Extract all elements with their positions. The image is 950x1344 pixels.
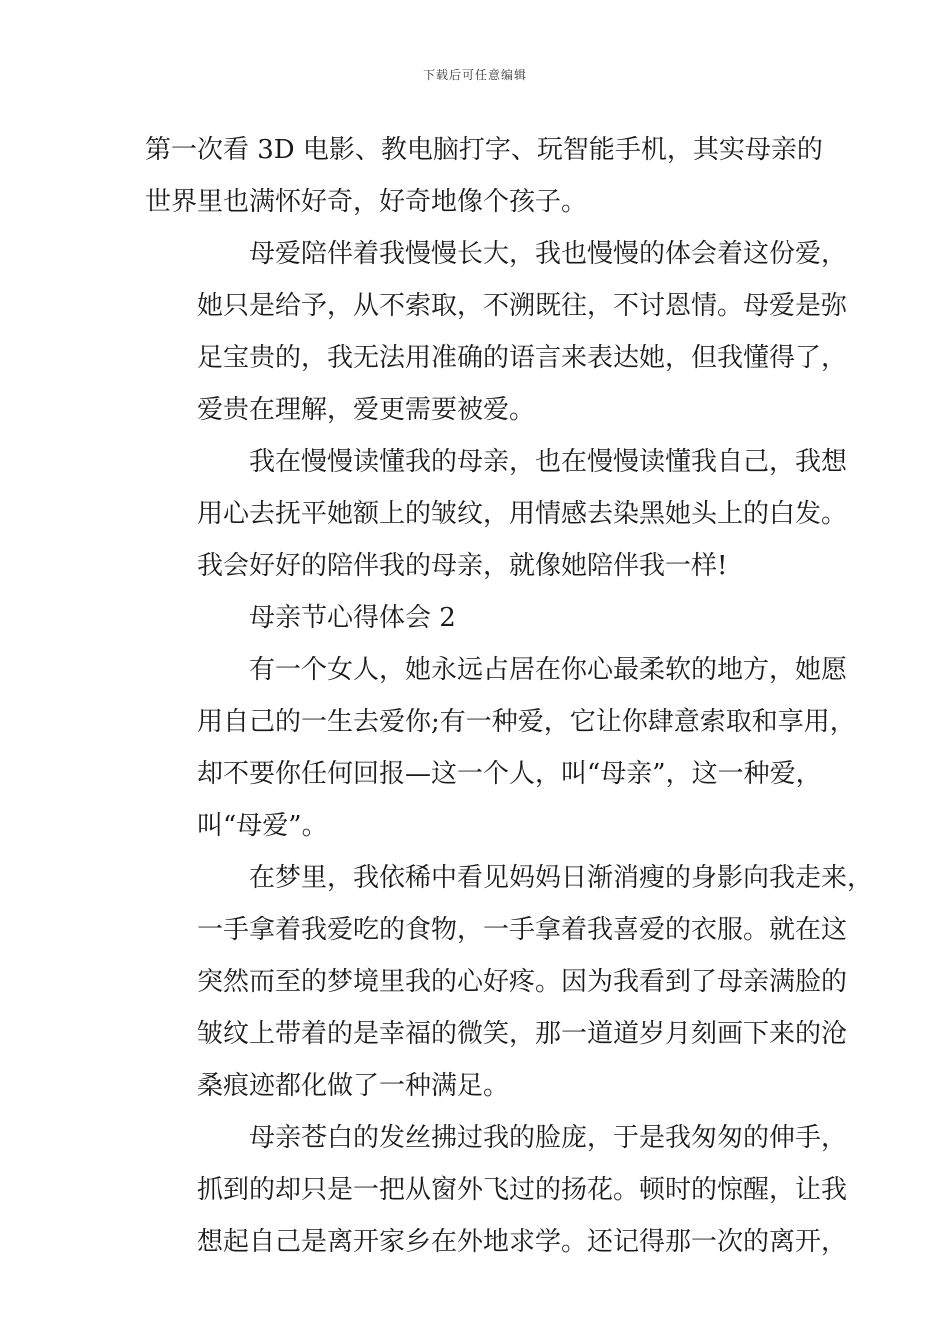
paragraph [145, 124, 825, 228]
text-line: 桑痕迹都化做了一种满足。 [197, 1071, 510, 1101]
text-line: 第一次看 3D 电影、教电脑打字、玩智能手机，其实母亲的 [145, 135, 823, 165]
text-line: 母亲苍白的发丝拂过我的脸庞，于是我匆匆的伸手， [249, 1123, 848, 1153]
paragraph [145, 644, 856, 852]
text-line: 突然而至的梦境里我的心好疼。因为我看到了母亲满脸的 [197, 967, 848, 997]
paragraph [145, 852, 874, 1112]
text-line: 想起自己是离开家乡在外地求学。还记得那一次的离开， [197, 1227, 848, 1257]
text-line: 却不要你任何回报—这一个人，叫“母亲”，这一种爱， [197, 759, 822, 789]
text-line: 用自己的一生去爱你;有一种爱，它让你肆意索取和享用， [197, 707, 856, 737]
text-line: 皱纹上带着的是幸福的微笑，那一道道岁月刻画下来的沧 [197, 1019, 848, 1049]
document-body [145, 124, 874, 1268]
text-line: 在梦里，我依稀中看见妈妈日渐消瘦的身影向我走来， [249, 863, 874, 893]
text-line: 叫“母爱”。 [197, 811, 328, 841]
paragraph [145, 228, 848, 436]
text-line: 她只是给予，从不索取，不溯既往，不讨恩情。母爱是弥 [197, 291, 848, 321]
section-heading [145, 592, 825, 644]
paragraph [145, 436, 848, 592]
text-line: 我在慢慢读懂我的母亲，也在慢慢读懂我自己，我想 [249, 447, 848, 477]
text-line: 世界里也满怀好奇，好奇地像个孩子。 [145, 187, 588, 217]
text-line: 有一个女人，她永远占居在你心最柔软的地方，她愿 [249, 655, 848, 685]
paragraph [145, 1112, 848, 1268]
text-line: 足宝贵的，我无法用准确的语言来表达她，但我懂得了， [197, 343, 848, 373]
text-line: 母爱陪伴着我慢慢长大，我也慢慢的体会着这份爱， [249, 239, 848, 269]
text-line: 抓到的却只是一把从窗外飞过的扬花。顿时的惊醒，让我 [197, 1175, 848, 1205]
text-line: 爱贵在理解，爱更需要被爱。 [197, 395, 536, 425]
page-header: 下载后可任意编辑 [422, 68, 527, 82]
text-line: 用心去抚平她额上的皱纹，用情感去染黑她头上的白发。 [197, 499, 848, 529]
text-line: 母亲节心得体会 2 [249, 603, 456, 633]
text-line: 我会好好的陪伴我的母亲，就像她陪伴我一样! [197, 551, 728, 581]
text-line: 一手拿着我爱吃的食物，一手拿着我喜爱的衣服。就在这 [197, 915, 848, 945]
